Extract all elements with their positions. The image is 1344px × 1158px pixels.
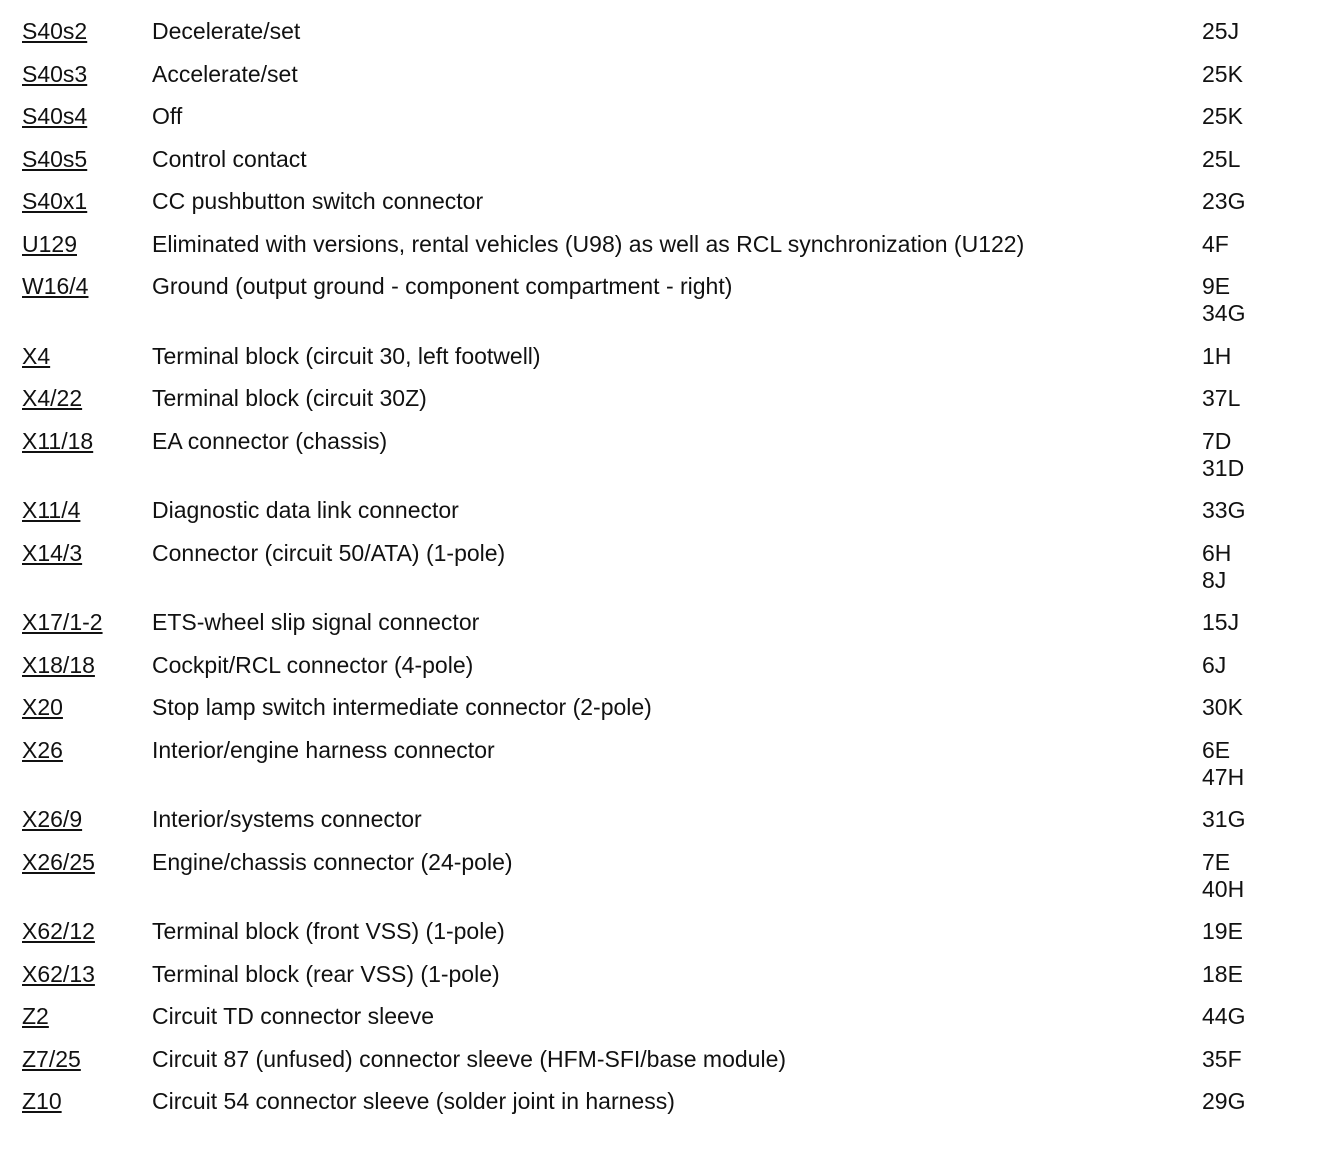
legend-row: [22, 1088, 1322, 1115]
legend-row: [22, 849, 1322, 903]
component-description: Terminal block (front VSS) (1-pole): [152, 918, 505, 944]
component-description: Engine/chassis connector (24-pole): [152, 848, 513, 875]
grid-references: [1202, 343, 1312, 370]
component-code-link[interactable]: W16/4: [22, 273, 89, 299]
grid-references: [1202, 918, 1312, 945]
grid-reference: 37L: [1202, 385, 1241, 411]
legend-row: [22, 428, 1322, 482]
component-code-link[interactable]: X14/3: [22, 539, 83, 566]
component-code-link[interactable]: S40s5: [22, 145, 88, 172]
component-description: Circuit 87 (unfused) connector sleeve (HFM-SFI/base module): [152, 1045, 787, 1072]
legend-row: [22, 18, 1322, 45]
component-description: Interior/engine harness connector: [152, 736, 495, 763]
component-description: Eliminated with versions, rental vehicles (U98) as well as RCL synchronization (U122): [152, 230, 1025, 257]
grid-reference: 6E: [1202, 736, 1231, 763]
grid-reference: 19E: [1202, 918, 1243, 944]
grid-references: [1202, 428, 1312, 482]
grid-references: [1202, 18, 1312, 45]
component-code-link[interactable]: Z7/25: [22, 1045, 81, 1072]
component-description: Terminal block (rear VSS) (1-pole): [152, 960, 500, 987]
grid-references: [1202, 1046, 1312, 1073]
legend-row: [22, 103, 1322, 130]
grid-reference: 34G: [1202, 300, 1246, 326]
grid-references: [1202, 806, 1312, 833]
grid-reference: 1H: [1202, 342, 1232, 369]
component-code-link[interactable]: X17/1-2: [22, 609, 103, 635]
component-code-link[interactable]: X18/18: [22, 651, 95, 678]
grid-references: [1202, 188, 1312, 215]
grid-references: [1202, 694, 1312, 721]
component-code-link[interactable]: X4/22: [22, 385, 83, 411]
component-code-link[interactable]: X26: [22, 736, 63, 763]
legend-row: [22, 609, 1322, 636]
legend-row: [22, 540, 1322, 594]
component-description: Diagnostic data link connector: [152, 497, 459, 523]
component-description: EA connector (chassis): [152, 427, 388, 454]
grid-references: [1202, 540, 1312, 594]
grid-references: [1202, 1088, 1312, 1115]
legend-row: [22, 273, 1322, 327]
component-code-link[interactable]: S40s3: [22, 60, 88, 87]
grid-reference: 6J: [1202, 651, 1227, 678]
grid-references: [1202, 1003, 1312, 1030]
component-code-link[interactable]: X62/12: [22, 918, 95, 944]
legend-row: [22, 146, 1322, 173]
component-code-link[interactable]: X20: [22, 694, 63, 720]
component-code-link[interactable]: U129: [22, 230, 77, 257]
component-legend-table: [22, 18, 1322, 1131]
grid-references: [1202, 103, 1312, 130]
grid-reference: 8J: [1202, 566, 1227, 593]
legend-row: [22, 385, 1322, 412]
component-description: Circuit 54 connector sleeve (solder joint in harness): [152, 1088, 675, 1114]
grid-reference: 4F: [1202, 230, 1229, 257]
grid-reference: 25J: [1202, 18, 1240, 44]
component-description: CC pushbutton switch connector: [152, 188, 484, 214]
grid-reference: 44G: [1202, 1003, 1246, 1029]
component-description: Off: [152, 103, 183, 129]
grid-reference: 29G: [1202, 1088, 1246, 1114]
component-code-link[interactable]: Z10: [22, 1088, 62, 1114]
component-code-link[interactable]: Z2: [22, 1003, 49, 1029]
grid-references: [1202, 61, 1312, 88]
grid-reference: 6H: [1202, 539, 1232, 566]
grid-references: [1202, 652, 1312, 679]
component-description: Control contact: [152, 145, 307, 172]
component-description: Decelerate/set: [152, 18, 301, 44]
legend-row: [22, 694, 1322, 721]
grid-reference: 31G: [1202, 806, 1246, 832]
grid-references: [1202, 273, 1312, 327]
grid-references: [1202, 737, 1312, 791]
grid-reference: 18E: [1202, 960, 1243, 987]
legend-row: [22, 1046, 1322, 1073]
grid-references: [1202, 497, 1312, 524]
grid-references: [1202, 849, 1312, 903]
component-description: Interior/systems connector: [152, 806, 422, 832]
grid-reference: 25K: [1202, 103, 1243, 129]
component-code-link[interactable]: X62/13: [22, 960, 95, 987]
grid-reference: 35F: [1202, 1045, 1242, 1072]
component-code-link[interactable]: S40s4: [22, 103, 88, 129]
component-description: Cockpit/RCL connector (4-pole): [152, 651, 474, 678]
component-description: Accelerate/set: [152, 60, 298, 87]
component-description: Connector (circuit 50/ATA) (1-pole): [152, 539, 506, 566]
grid-reference: 23G: [1202, 188, 1246, 214]
grid-reference: 31D: [1202, 454, 1245, 481]
grid-reference: 25K: [1202, 60, 1243, 87]
legend-row: [22, 652, 1322, 679]
component-description: Terminal block (circuit 30, left footwell): [152, 342, 541, 369]
grid-references: [1202, 385, 1312, 412]
grid-reference: 7E: [1202, 848, 1231, 875]
grid-reference: 47H: [1202, 763, 1245, 790]
grid-reference: 30K: [1202, 694, 1243, 720]
component-description: Stop lamp switch intermediate connector (2-pole): [152, 694, 652, 720]
grid-reference: 9E: [1202, 273, 1231, 299]
component-description: Circuit TD connector sleeve: [152, 1003, 435, 1029]
component-description: ETS-wheel slip signal connector: [152, 609, 480, 635]
component-code-link[interactable]: X11/4: [22, 497, 81, 523]
component-code-link[interactable]: X4: [22, 342, 51, 369]
legend-row: [22, 918, 1322, 945]
component-code-link[interactable]: X26/25: [22, 848, 95, 875]
grid-references: [1202, 609, 1312, 636]
grid-reference: 25L: [1202, 145, 1241, 172]
grid-reference: 7D: [1202, 427, 1232, 454]
grid-references: [1202, 231, 1312, 258]
component-code-link[interactable]: X26/9: [22, 806, 83, 832]
legend-row: [22, 231, 1322, 258]
grid-reference: 40H: [1202, 875, 1245, 902]
legend-row: [22, 1003, 1322, 1030]
grid-references: [1202, 146, 1312, 173]
component-description: Terminal block (circuit 30Z): [152, 385, 427, 411]
legend-row: [22, 737, 1322, 791]
component-code-link[interactable]: S40x1: [22, 188, 88, 214]
legend-row: [22, 806, 1322, 833]
legend-row: [22, 497, 1322, 524]
legend-row: [22, 961, 1322, 988]
legend-row: [22, 61, 1322, 88]
grid-reference: 15J: [1202, 609, 1240, 635]
component-description: Ground (output ground - component compartment - right): [152, 273, 733, 299]
grid-references: [1202, 961, 1312, 988]
component-code-link[interactable]: S40s2: [22, 18, 88, 44]
grid-reference: 33G: [1202, 497, 1246, 523]
component-code-link[interactable]: X11/18: [22, 427, 94, 454]
legend-row: [22, 343, 1322, 370]
legend-row: [22, 188, 1322, 215]
